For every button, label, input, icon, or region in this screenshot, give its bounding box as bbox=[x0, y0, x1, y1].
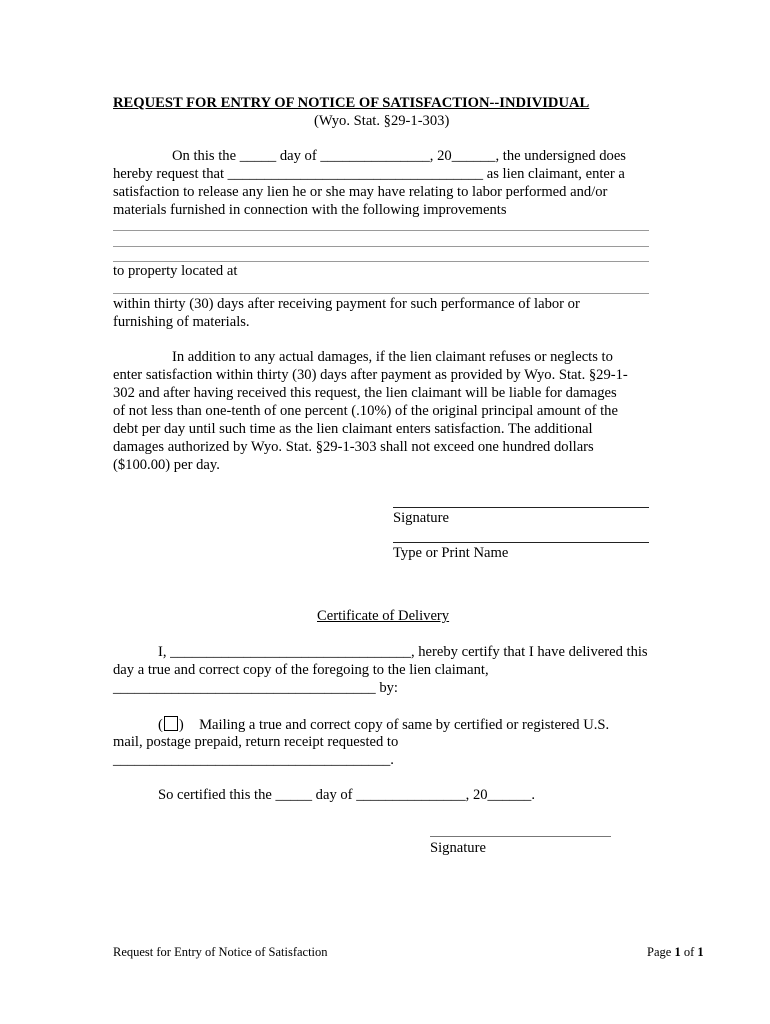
print-name-label: Type or Print Name bbox=[393, 545, 509, 561]
certificate-line-3: ____________________________________ by: bbox=[113, 680, 398, 696]
certificate-signature-line[interactable] bbox=[430, 836, 611, 837]
print-name-line[interactable] bbox=[393, 542, 649, 543]
request-line-3: satisfaction to release any lien he or she may have relating to labor performed and/or bbox=[113, 184, 608, 200]
mailing-line-1: Mailing a true and correct copy of same by certified or registered U.S. bbox=[199, 717, 610, 733]
request-line-2: hereby request that ___________________________________ as lien claimant, enter a bbox=[113, 166, 625, 182]
within-line-1: within thirty (30) days after receiving payment for such performance of labor or bbox=[113, 296, 580, 312]
improvements-line-3[interactable] bbox=[113, 261, 649, 262]
certified-date-line: So certified this the _____ day of _______________, 20______. bbox=[158, 787, 535, 803]
statute-reference: (Wyo. Stat. §29-1-303) bbox=[314, 113, 450, 129]
request-line-4: materials furnished in connection with the following improvements bbox=[113, 202, 507, 218]
signature-line[interactable] bbox=[393, 507, 649, 508]
signature-label: Signature bbox=[393, 510, 449, 526]
footer-page-number bbox=[647, 945, 704, 960]
footer-page-total: 1 bbox=[697, 945, 704, 959]
damages-line-1: In addition to any actual damages, if the lien claimant refuses or neglects to bbox=[172, 349, 613, 365]
damages-line-3: 302 and after having received this request, the lien claimant will be liable for damages bbox=[113, 385, 617, 401]
footer-document-name: Request for Entry of Notice of Satisfaction bbox=[113, 945, 328, 959]
footer-page-prefix: Page bbox=[647, 945, 675, 959]
mailing-option bbox=[158, 716, 609, 734]
certificate-signature-label: Signature bbox=[430, 840, 486, 856]
certificate-heading: Certificate of Delivery bbox=[317, 608, 450, 624]
mailing-line-2: mail, postage prepaid, return receipt requested to bbox=[113, 734, 399, 750]
property-line[interactable] bbox=[113, 293, 649, 294]
mailing-open-paren: ( bbox=[158, 717, 163, 733]
mailing-line-3: ______________________________________. bbox=[113, 752, 394, 768]
improvements-line-2[interactable] bbox=[113, 246, 649, 247]
certificate-line-1: I, _________________________________, hereby certify that I have delivered this bbox=[158, 644, 648, 660]
damages-line-5: debt per day until such time as the lien claimant enters satisfaction. The additional bbox=[113, 421, 593, 437]
document-title: REQUEST FOR ENTRY OF NOTICE OF SATISFACTION--INDIVIDUAL bbox=[113, 95, 590, 111]
improvements-line-1[interactable] bbox=[113, 230, 649, 231]
certificate-line-2: day a true and correct copy of the foregoing to the lien claimant, bbox=[113, 662, 489, 678]
damages-line-7: ($100.00) per day. bbox=[113, 457, 220, 473]
footer-page-current: 1 bbox=[674, 945, 681, 959]
damages-line-6: damages authorized by Wyo. Stat. §29-1-303 shall not exceed one hundred dollars bbox=[113, 439, 594, 455]
damages-line-4: of not less than one-tenth of one percent (.10%) of the original principal amount of the bbox=[113, 403, 618, 419]
within-line-2: furnishing of materials. bbox=[113, 314, 250, 330]
footer-page-of: of bbox=[680, 945, 698, 959]
mailing-close-paren: ) bbox=[178, 717, 184, 733]
damages-line-2: enter satisfaction within thirty (30) days after payment as provided by Wyo. Stat. §29-1- bbox=[113, 367, 628, 383]
request-line-1: On this the _____ day of _______________, 20______, the undersigned does bbox=[172, 148, 626, 164]
mailing-checkbox[interactable] bbox=[164, 716, 178, 731]
property-label: to property located at bbox=[113, 263, 238, 279]
